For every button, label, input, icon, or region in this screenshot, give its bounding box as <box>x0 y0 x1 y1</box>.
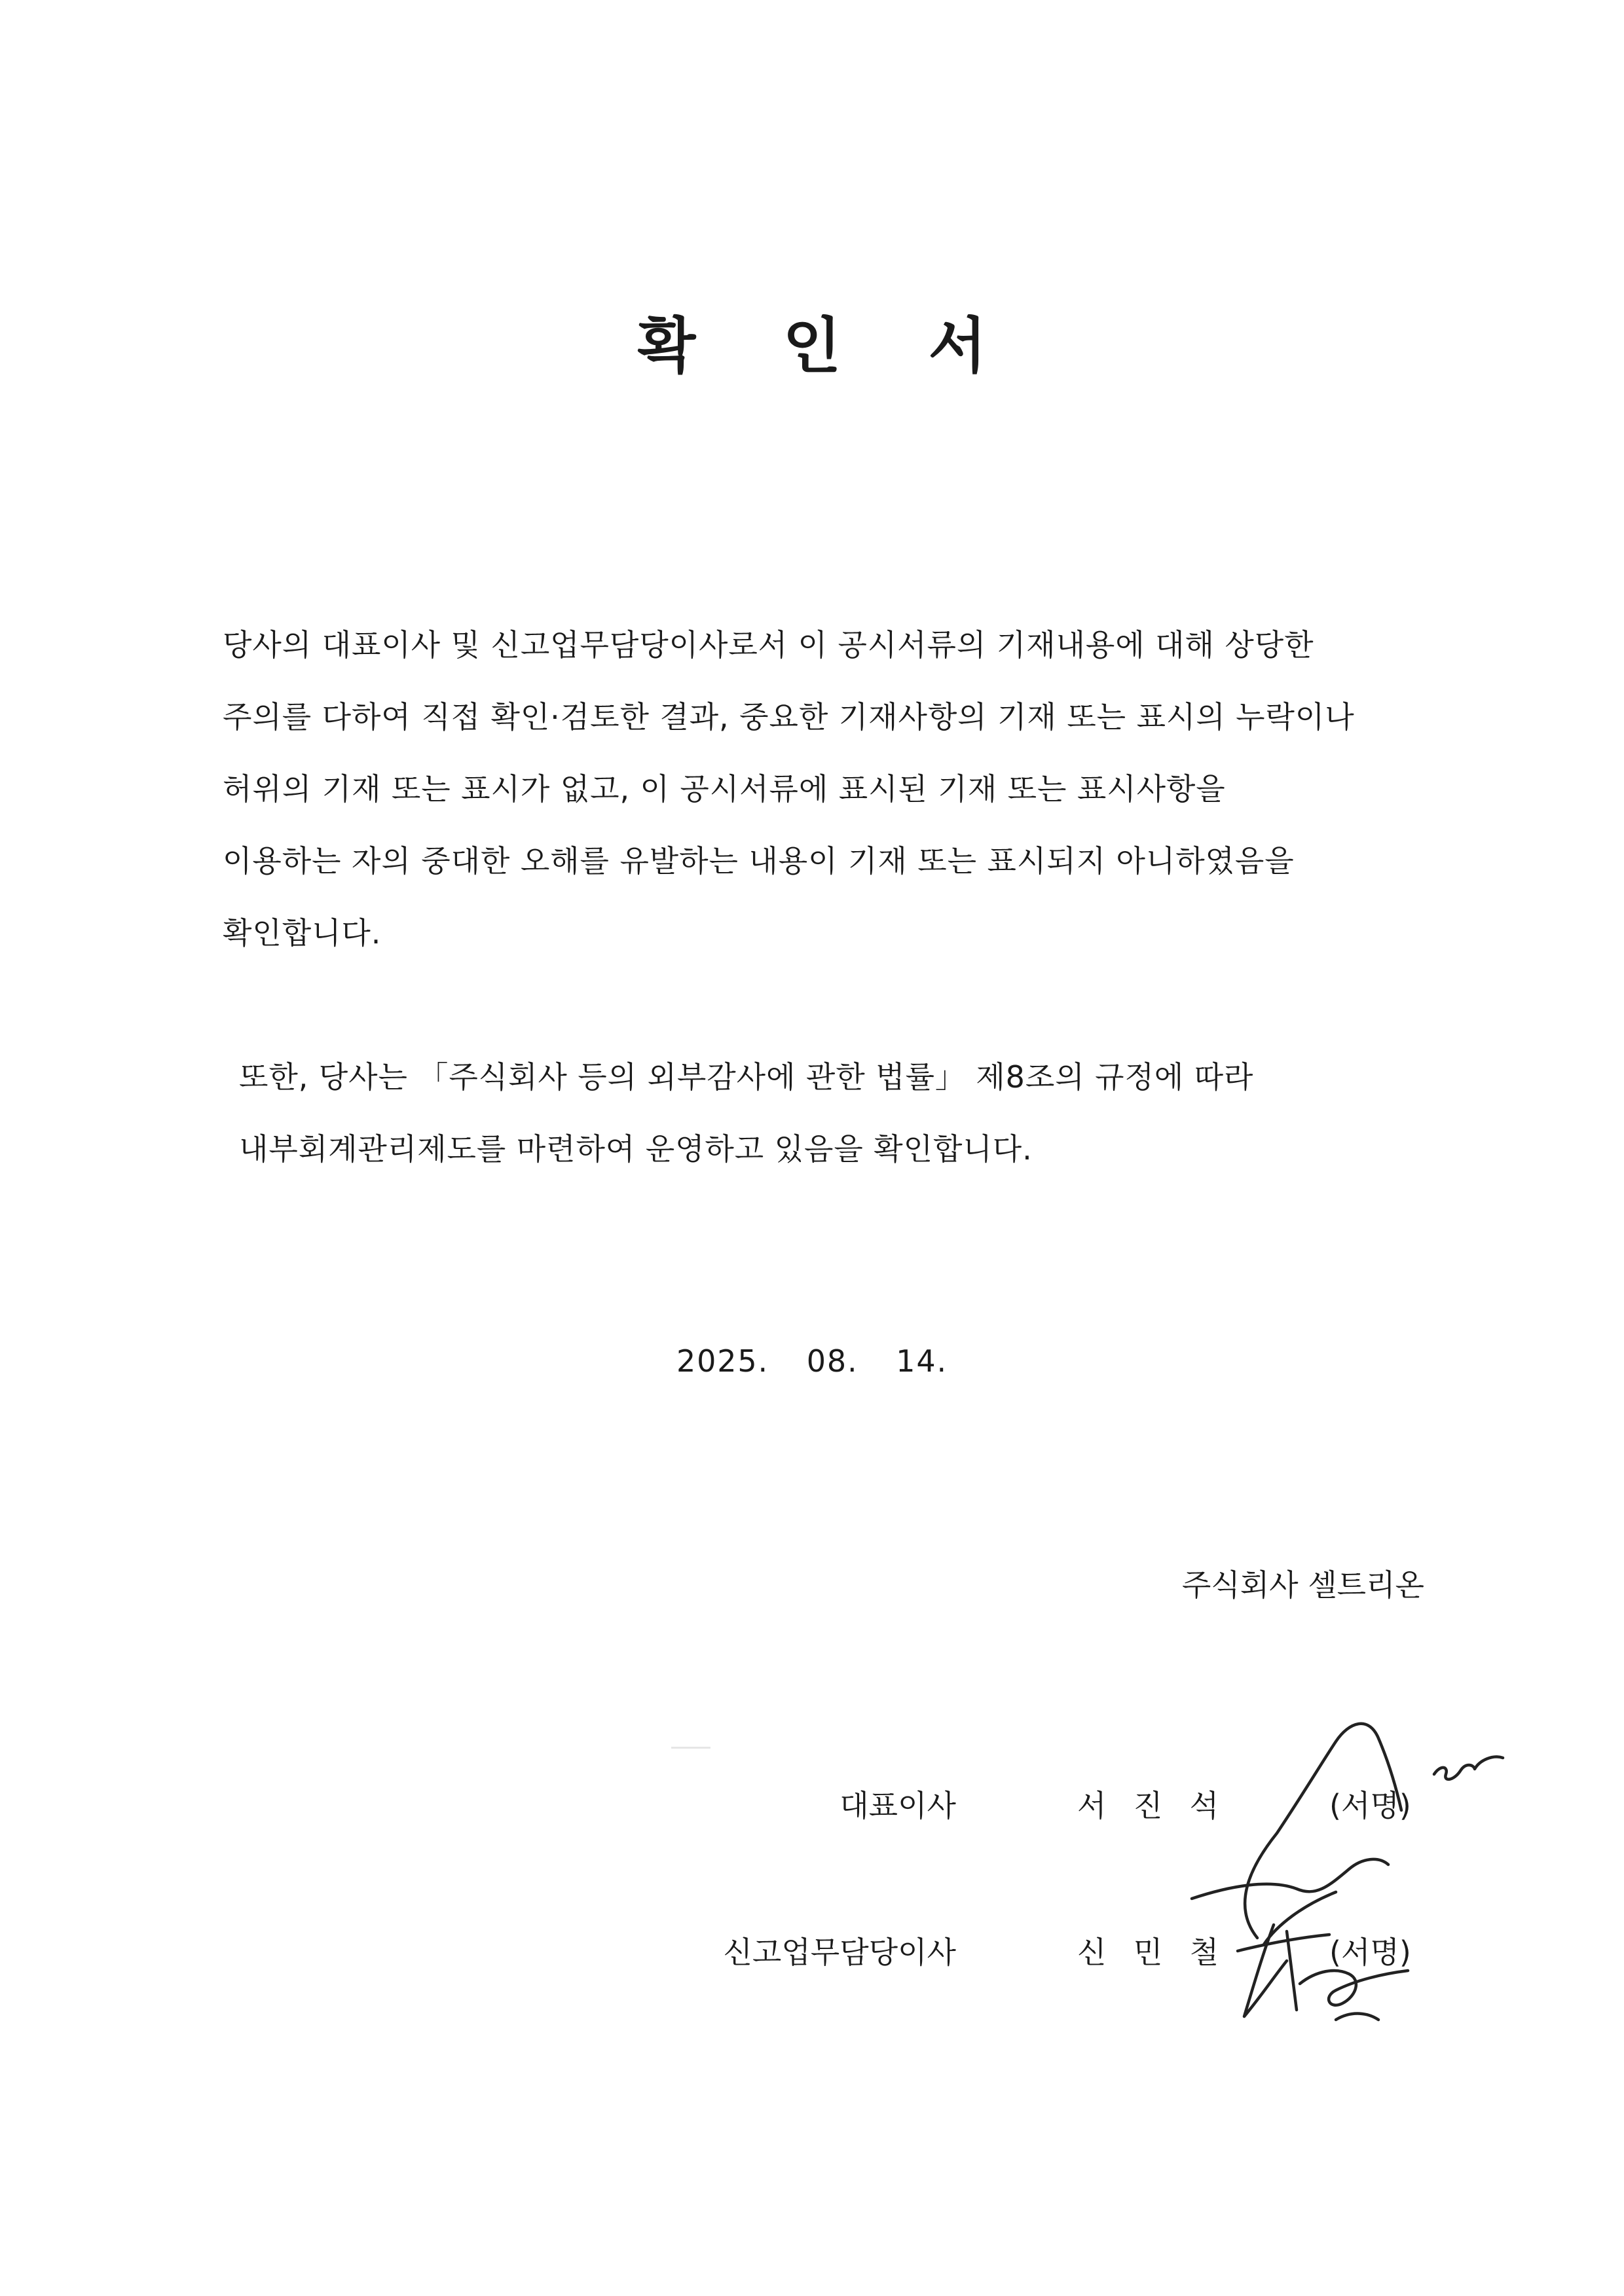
signatory-role: 대표이사 <box>840 1788 956 1823</box>
signature-stroke <box>1336 2014 1378 2020</box>
signature-stroke <box>1238 1935 1329 1951</box>
document-date: 2025. 08. 14. <box>676 1343 948 1379</box>
signatory-name: 신민철 <box>1077 1935 1246 1970</box>
ceo-signature <box>1153 1689 1545 1964</box>
signature-label: (서명) <box>1329 1935 1411 1970</box>
signatory-name: 서진석 <box>1077 1788 1246 1823</box>
paragraph-line: 이용하는 자의 중대한 오해를 유발하는 내용이 기재 또는 표시되지 아니하였음을 <box>223 843 1295 879</box>
signature-stroke <box>1264 1892 1336 1944</box>
signature-stroke <box>1244 1925 1287 2016</box>
signature-stroke <box>1300 1971 1408 2005</box>
paragraph-line: 주의를 다하여 직접 확인·검토한 결과, 중요한 기재사항의 기재 또는 표시의 누락이나 <box>223 699 1355 735</box>
page-title: 확 인 서 <box>637 311 1020 381</box>
company-name: 주식회사 셀트리온 <box>1181 1567 1424 1603</box>
paragraph-line: 당사의 대표이사 및 신고업무담당이사로서 이 공시서류의 기재내용에 대해 상당한 <box>223 627 1314 663</box>
paragraph-line: 허위의 기재 또는 표시가 없고, 이 공시서류에 표시된 기재 또는 표시사항을 <box>223 771 1226 807</box>
signatory-role: 신고업무담당이사 <box>723 1935 956 1970</box>
paragraph-line: 또한, 당사는 「주식회사 등의 외부감사에 관한 법률」 제8조의 규정에 따라 <box>239 1059 1254 1095</box>
scan-artifact <box>671 1747 710 1749</box>
signature-stroke <box>1192 1859 1388 1899</box>
signature-stroke <box>1287 1931 1297 2010</box>
internal-control-paragraph <box>239 1041 1253 1185</box>
signature-stroke <box>1434 1757 1503 1779</box>
confirmation-paragraph <box>223 609 1355 969</box>
paragraph-line: 확인합니다. <box>223 915 382 951</box>
signature-stroke <box>1245 1724 1401 1938</box>
paragraph-line: 내부회계관리제도를 마련하여 운영하고 있음을 확인합니다. <box>239 1131 1033 1167</box>
cfo-signature <box>1225 1905 1486 2049</box>
signature-label: (서명) <box>1329 1788 1411 1823</box>
